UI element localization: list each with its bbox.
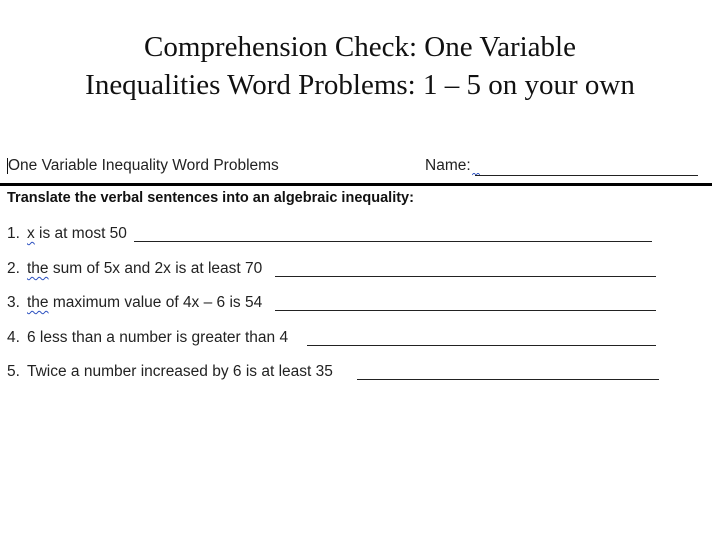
name-answer-line: [475, 175, 698, 176]
problem-2: [7, 260, 262, 280]
problem-text-marked: the: [27, 260, 49, 277]
slide-title: [0, 28, 720, 104]
problem-text-marked: x: [27, 225, 35, 242]
answer-line: [357, 379, 659, 380]
problem-1: [7, 225, 127, 245]
problem-number: 1.: [7, 225, 20, 242]
worksheet-image: [0, 130, 720, 390]
problem-3: [7, 294, 262, 314]
header-divider: [0, 183, 712, 186]
answer-line: [275, 310, 656, 311]
name-label: Name:: [425, 157, 471, 174]
problem-text: is at most 50: [34, 225, 127, 242]
answer-line: [275, 276, 656, 277]
problem-text: Twice a number increased by 6 is at least 35: [27, 363, 333, 380]
worksheet-title: One Variable Inequality Word Problems: [8, 157, 279, 174]
problem-number: 5.: [7, 363, 20, 380]
problem-text: maximum value of 4x – 6 is 54: [48, 294, 263, 311]
slide-title-line-2: Inequalities Word Problems: 1 – 5 on your own: [85, 69, 635, 101]
slide-title-line-1: Comprehension Check: One Variable: [144, 31, 576, 63]
answer-line: [307, 345, 656, 346]
problem-text: 6 less than a number is greater than 4: [27, 329, 289, 346]
problem-5: [7, 363, 333, 383]
problem-text: sum of 5x and 2x is at least 70: [48, 260, 263, 277]
problem-4: [7, 329, 288, 349]
problem-text-marked: the: [27, 294, 49, 311]
problem-number: 3.: [7, 294, 20, 311]
problem-number: 4.: [7, 329, 20, 346]
answer-line: [134, 241, 652, 242]
problem-number: 2.: [7, 260, 20, 277]
instructions: Translate the verbal sentences into an algebraic inequality:: [7, 190, 414, 206]
